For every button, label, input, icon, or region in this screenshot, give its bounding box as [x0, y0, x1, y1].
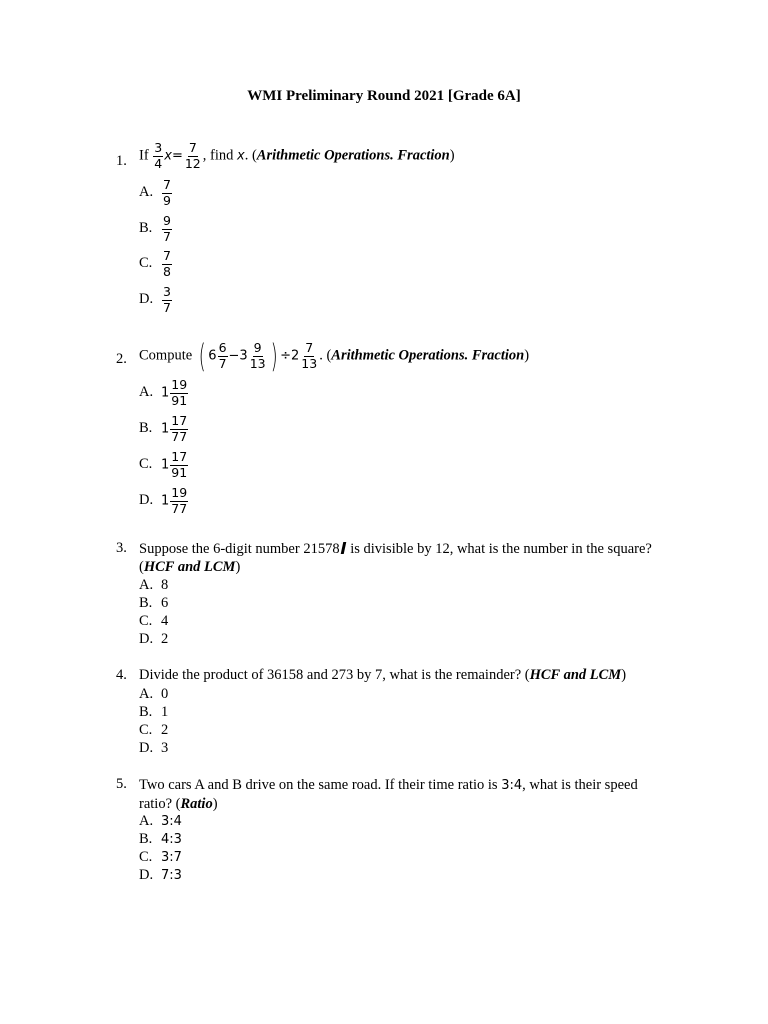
- option-a: A. 0: [139, 686, 169, 702]
- question-number: 3.: [116, 540, 127, 556]
- option-d: D. 1 $\frac{19}{77}$: [139, 485, 188, 516]
- page-title: WMI Preliminary Round 2021 [Grade 6A]: [247, 88, 521, 104]
- option-c: C. 1 $\frac{17}{91}$: [139, 449, 188, 480]
- question-number: 2.: [116, 351, 127, 367]
- fraction: $\frac{7}{12}$: [184, 140, 201, 171]
- option-b: B. 6: [139, 595, 169, 611]
- question-text: Divide the product of 36158 and 273 by 7, what is the remainder? (HCF and LCM): [139, 667, 627, 683]
- topic-tag: HCF and LCM: [529, 667, 622, 683]
- option-a: A. 1 $\frac{19}{91}$: [139, 377, 188, 408]
- option-d: D. $\frac{3}{7}$: [139, 284, 171, 315]
- option-a: A. $\frac{7}{9}$: [139, 177, 171, 208]
- option-d: D. 2: [139, 631, 169, 647]
- blank-square-icon: [340, 542, 346, 554]
- question-number: 4.: [116, 667, 127, 683]
- option-b: B. 4:3: [139, 831, 182, 847]
- option-c: C. 3:7: [139, 849, 182, 865]
- topic-tag: Arithmetic Operations. Fraction: [256, 147, 450, 164]
- topic-tag: HCF and LCM: [143, 559, 236, 575]
- topic-tag: Arithmetic Operations. Fraction: [331, 347, 525, 364]
- option-c: C. 2: [139, 722, 169, 738]
- question-text: If $\frac{3}{4}$ x= $\frac{7}{12}$ , find x. (Arithmetic Operations. Fraction): [139, 140, 455, 171]
- option-b: B. 1 $\frac{17}{77}$: [139, 413, 188, 444]
- question-number: 1.: [116, 153, 127, 169]
- topic-tag: Ratio: [180, 796, 213, 812]
- option-a: A. 8: [139, 577, 169, 593]
- fraction: $\frac{3}{4}$: [154, 140, 163, 171]
- option-b: B. 1: [139, 704, 169, 720]
- option-c: C. $\frac{7}{8}$: [139, 248, 171, 279]
- option-c: C. 4: [139, 613, 169, 629]
- option-d: D. 3: [139, 740, 169, 756]
- option-d: D. 7:3: [139, 867, 182, 883]
- option-b: B. $\frac{9}{7}$: [139, 213, 171, 244]
- question-text: Suppose the 6-digit number 21578 is divisible by 12, what is the number in the square? (HCF and LCM): [139, 541, 652, 575]
- question-number: 5.: [116, 776, 127, 792]
- option-a: A. 3:4: [139, 813, 182, 829]
- question-text: Compute ( 6 $\frac{6}{7}$ −3 $\frac{9}{13}$ ) ÷2 $\frac{7}{13}$ . (Arithmetic Operations. Fraction): [139, 337, 530, 375]
- question-text: Two cars A and B drive on the same road. If their time ratio is 3:4, what is their speed ratio? (Ratio): [139, 777, 638, 812]
